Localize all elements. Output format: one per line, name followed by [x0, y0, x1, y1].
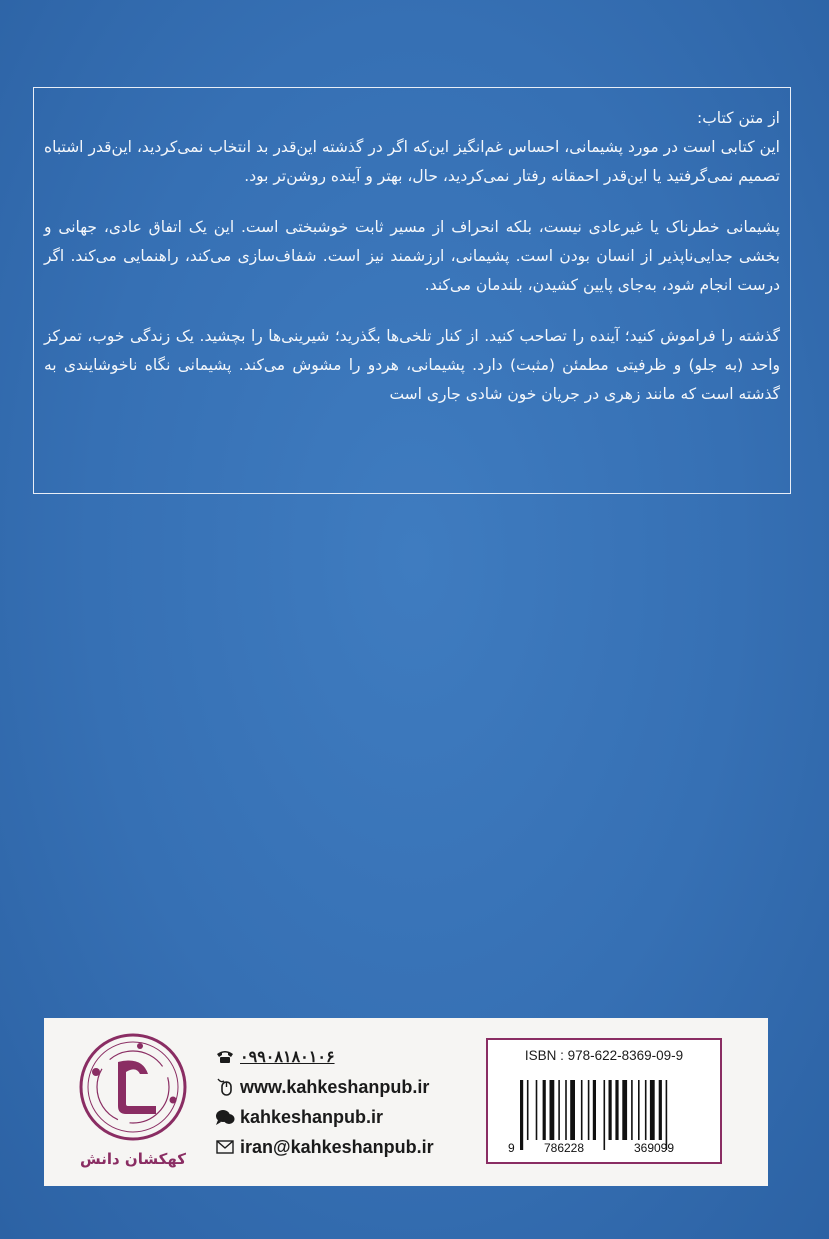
phone-number[interactable]: ۰۹۹۰۸۱۸۰۱۰۶: [240, 1049, 335, 1066]
envelope-icon: [214, 1136, 236, 1158]
isbn-label: ISBN : 978-622-8369-09-9: [524, 1048, 684, 1063]
phone-icon: [214, 1046, 236, 1068]
contact-website-row: [214, 1072, 484, 1102]
barcode-icon: [502, 1078, 708, 1156]
mouse-icon: [214, 1076, 236, 1098]
contact-list: [214, 1042, 484, 1162]
barcode-digits-right: 369099: [633, 1141, 675, 1155]
excerpt-paragraph-1: این کتابی است در مورد پشیمانی، احساس غم‌انگیز این‌که اگر در گذشته این‌قدر بد انتخاب نمی‌کردید، این‌قدر اشتباه تصمیم نمی‌گرفتید یا این‌قدر احمقانه رفتار نمی‌کردید، حال، بهتر و آینده روشن‌تر بود.: [44, 138, 780, 185]
contact-email-row: [214, 1132, 484, 1162]
excerpt-paragraph-2: پشیمانی خطرناک یا غیرعادی نیست، بلکه انحراف از مسیر ثابت خوشبختی است. این یک اتفاق عادی، جهانی و بخشی جدایی‌ناپذیر از انسان بودن است. پشیمانی، ارزشمند نیز است. شفاف‌سازی می‌کند، راهنمایی می‌کند. اگر درست انجام شود، به‌جای پایین کشیدن، بلندمان می‌کند.: [44, 218, 780, 294]
social-icon: [214, 1106, 236, 1128]
publisher-name: کهکشان دانش: [80, 1150, 186, 1168]
excerpt-paragraph-3: گذشته را فراموش کنید؛ آینده را تصاحب کنید. از کنار تلخی‌ها بگذرید؛ شیرینی‌ها را بچشید. یک زندگی خوب، تمرکز واحد (به جلو) و ظرفیتی مطمئن (مثبت) دارد. پشیمانی، هردو را مشوش می‌کند. پشیمانی نگاه ناخوشایندی به گذشته است که مانند زهری در جریان خون شادی جاری است: [44, 327, 780, 403]
isbn-box: [486, 1038, 722, 1164]
publisher-logo-icon: [78, 1032, 188, 1142]
email-link[interactable]: iran@kahkeshanpub.ir: [240, 1136, 434, 1157]
contact-social-row: [214, 1102, 484, 1132]
website-link[interactable]: www.kahkeshanpub.ir: [240, 1076, 430, 1097]
social-handle[interactable]: kahkeshanpub.ir: [240, 1106, 384, 1127]
barcode-digits-left: 786228: [543, 1141, 585, 1155]
publisher-info-panel: [44, 1018, 768, 1186]
contact-phone-row: [214, 1042, 484, 1072]
excerpt-heading: از متن کتاب:: [696, 109, 780, 127]
barcode-digit-prefix: 9: [508, 1141, 515, 1155]
book-excerpt-box: [33, 87, 791, 494]
